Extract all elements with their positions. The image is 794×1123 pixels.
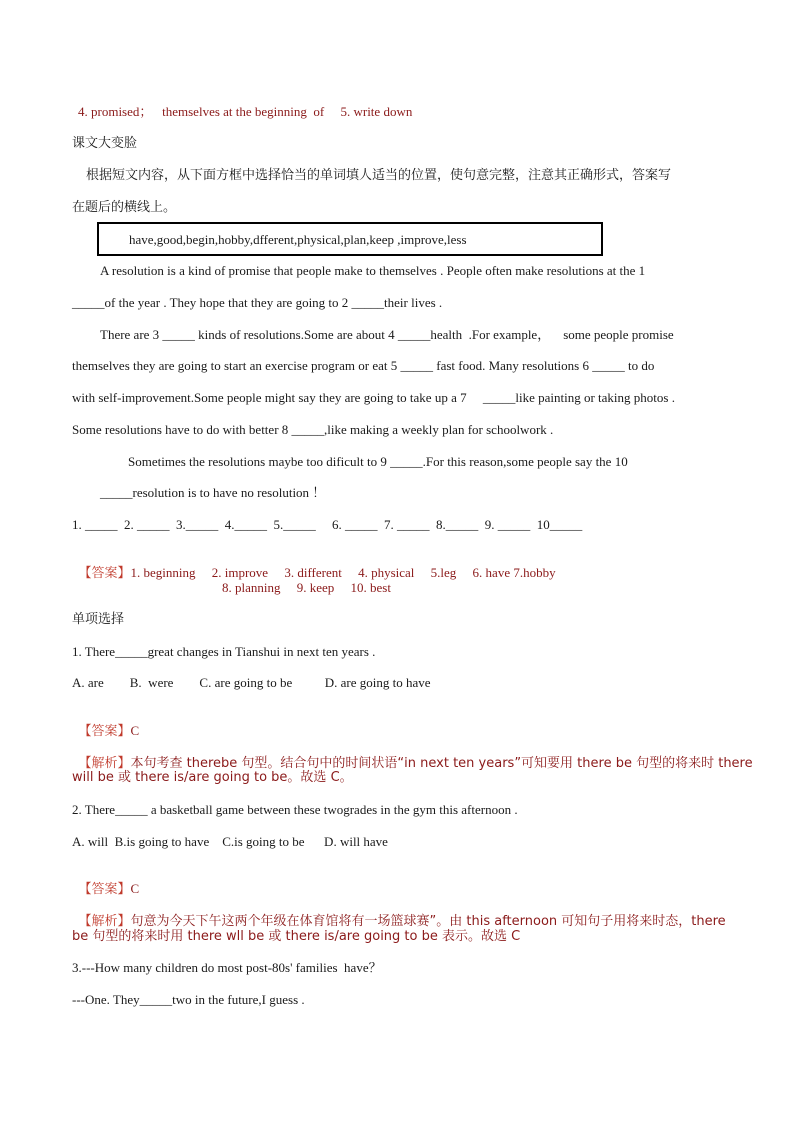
question-1-answer xyxy=(72,707,139,740)
passage-line: There are 3 _____ kinds of resolutions.Some are about 4 _____health .For example， some people promise xyxy=(100,327,674,342)
answer-tag: 【答案】 xyxy=(78,724,131,739)
answer-block-1 xyxy=(72,549,556,582)
answer-tag: 【答案】 xyxy=(78,882,131,897)
analysis-tag: 【解析】 xyxy=(78,914,131,929)
question-1-options: A. are B. were C. are going to be D. are going to have xyxy=(72,675,431,690)
section-title-single-choice: 单项选择 xyxy=(72,612,125,627)
question-1-analysis-line-1: 本句考查 therebe 句型。结合句中的时间状语“in next ten years”可知要用 there be 句型的将来时 there xyxy=(130,756,753,771)
word-bank-text: have,good,begin,hobby,dfferent,physical,plan,keep ,improve,less xyxy=(129,232,467,247)
passage-line: A resolution is a kind of promise that people make to themselves . People often make resolutions at the 1 xyxy=(100,263,646,278)
instruction-line-2: 在题后的横线上。 xyxy=(72,200,177,215)
question-3-stem: 3.---How many children do most post-80s' families have？ xyxy=(72,960,382,975)
question-1-answer-value: C xyxy=(130,723,140,738)
answer-tag: 【答案】 xyxy=(78,566,131,581)
passage-line: _____of the year . They hope that they are going to 2 _____their lives . xyxy=(72,295,443,310)
question-1-stem: 1. There_____great changes in Tianshui in next ten years . xyxy=(72,644,376,659)
instruction-line-1: 根据短文内容，从下面方框中选择恰当的单词填人适当的位置，使句意完整，注意其正确形式，答案写 xyxy=(86,168,672,183)
answers-line-1: 1. beginning 2. improve 3. different 4. physical 5.leg 6. have 7.hobby xyxy=(130,565,556,580)
passage-line: themselves they are going to start an exercise program or eat 5 _____ fast food. Many resolutions 6 _____ to do xyxy=(72,358,655,373)
question-2-analysis xyxy=(72,897,726,930)
answer-blanks-line: 1. _____ 2. _____ 3._____ 4._____ 5._____ 6. _____ 7. _____ 8._____ 9. _____ 10_____ xyxy=(72,517,583,532)
question-1-analysis xyxy=(72,739,753,772)
question-2-answer-value: C xyxy=(130,881,140,896)
word-bank-box xyxy=(97,222,603,256)
previous-answer-line: 4. promised； themselves at the beginning of 5. write down xyxy=(78,104,413,119)
question-2-options: A. will B.is going to have C.is going to be D. will have xyxy=(72,834,388,849)
answers-line-2: 8. planning 9. keep 10. best xyxy=(222,580,391,595)
question-2-answer xyxy=(72,865,139,898)
passage-line: Some resolutions have to do with better 8 _____,like making a weekly plan for schoolwork . xyxy=(72,422,554,437)
question-3-line-2: ---One. They_____two in the future,I guess . xyxy=(72,992,305,1007)
question-2-analysis-line-2: be 句型的将来时用 there wll be 或 there is/are going to be 表示。故选 C xyxy=(72,929,521,944)
question-2-analysis-line-1: 句意为今天下午这两个年级在体育馆将有一场篮球赛”。由 this afternoon 可知句子用将来时态，there xyxy=(130,914,726,929)
passage-line: Sometimes the resolutions maybe too dificult to 9 _____.For this reason,some people say the 10 xyxy=(128,454,628,469)
section-title-text-transform: 课文大变脸 xyxy=(72,136,138,151)
question-1-analysis-line-2: will be 或 there is/are going to be。故选 C。 xyxy=(72,770,353,785)
analysis-tag: 【解析】 xyxy=(78,756,131,771)
question-2-stem: 2. There_____ a basketball game between these twogrades in the gym this afternoon . xyxy=(72,802,518,817)
passage-line: _____resolution is to have no resolution ！ xyxy=(100,485,326,500)
passage-line: with self-improvement.Some people might say they are going to take up a 7 _____like painting or taking photos . xyxy=(72,390,675,405)
